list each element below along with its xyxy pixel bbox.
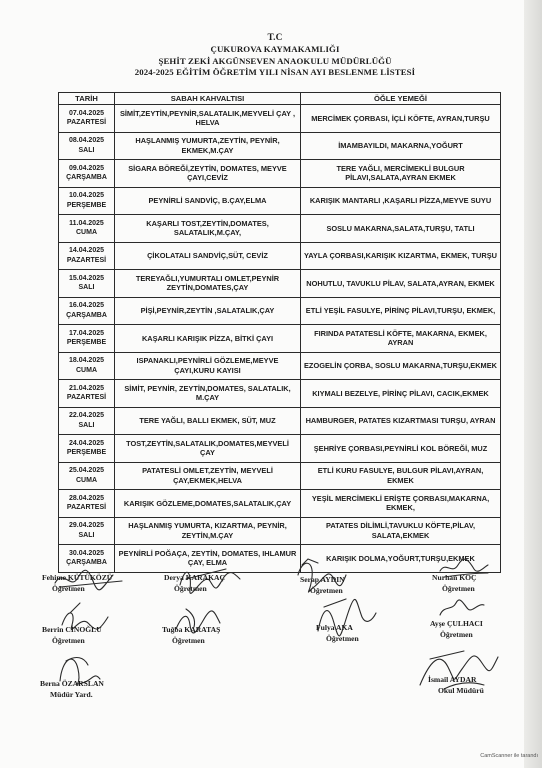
- date-cell: [59, 297, 115, 325]
- breakfast-cell: TERE YAĞLI, BALLI EKMEK, SÜT, MUZ: [115, 407, 301, 435]
- signatory-name: Fulya AKA: [316, 623, 353, 632]
- meal-date: 08.04.2025: [68, 137, 105, 145]
- meal-row: [59, 215, 501, 243]
- meal-day: SALI: [78, 284, 95, 292]
- meal-date: 28.04.2025: [68, 494, 105, 502]
- lunch-cell: TERE YAĞLI, MERCİMEKLİ BULGUR PİLAVI,SALATA,AYRAN EKMEK: [301, 160, 501, 188]
- meal-date: 18.04.2025: [68, 357, 105, 365]
- breakfast-cell: HAŞLANMIŞ YUMURTA, KIZARTMA, PEYNİR, ZEYTİN,M.ÇAY: [115, 517, 301, 545]
- signatory-name: İsmail AYDAR: [428, 675, 477, 684]
- meal-day: PAZARTESİ: [66, 119, 107, 127]
- breakfast-cell: SİGARA BÖREĞİ,ZEYTİN, DOMATES, MEYVE ÇAYI,CEVİZ: [115, 160, 301, 188]
- meal-day: SALI: [78, 421, 95, 429]
- meal-row: [59, 380, 501, 408]
- lunch-cell: ETLİ YEŞİL FASULYE, PİRİNÇ PİLAVI,TURŞU, EKMEK,: [301, 297, 501, 325]
- column-header-date: TARİH: [59, 93, 115, 105]
- meal-day: CUMA: [76, 229, 97, 237]
- meal-date: 16.04.2025: [68, 302, 105, 310]
- date-cell: [59, 270, 115, 298]
- date-cell: [59, 187, 115, 215]
- date-cell: [59, 435, 115, 463]
- signatory-title: Müdür Yard.: [50, 690, 93, 699]
- date-cell: [59, 132, 115, 160]
- date-cell: [59, 517, 115, 545]
- meal-row: [59, 517, 501, 545]
- meal-day: ÇARŞAMBA: [66, 559, 107, 567]
- signature-block: [428, 674, 484, 696]
- signature-scribble: [440, 600, 484, 615]
- lunch-cell: NOHUTLU, TAVUKLU PİLAV, SALATA,AYRAN, EKMEK: [301, 270, 501, 298]
- date-cell: [59, 325, 115, 353]
- date-cell: [59, 407, 115, 435]
- meal-date: 29.04.2025: [68, 522, 105, 530]
- meal-day: PERŞEMBE: [66, 339, 107, 347]
- lunch-cell: HAMBURGER, PATATES KIZARTMASI TURŞU, AYRAN: [301, 407, 501, 435]
- meal-date: 09.04.2025: [68, 164, 105, 172]
- breakfast-cell: ÇİKOLATALI SANDVİÇ,SÜT, CEVİZ: [115, 242, 301, 270]
- breakfast-cell: KARIŞIK GÖZLEME,DOMATES,SALATALIK,ÇAY: [115, 490, 301, 518]
- signatory-title: Öğretmen: [440, 630, 473, 639]
- meal-date: 22.04.2025: [68, 412, 105, 420]
- signature-block: [42, 624, 102, 646]
- meal-row: [59, 490, 501, 518]
- signature-block: [164, 572, 225, 594]
- signatory-title: Öğretmen: [310, 586, 343, 595]
- meal-day: CUMA: [76, 366, 97, 374]
- lunch-cell: MERCİMEK ÇORBASI, İÇLİ KÖFTE, AYRAN,TURŞU: [301, 105, 501, 133]
- breakfast-cell: KAŞARLI KARIŞIK PİZZA, BİTKİ ÇAYI: [115, 325, 301, 353]
- meal-date: 15.04.2025: [68, 274, 105, 282]
- lunch-cell: KARIŞIK MANTARLI ,KAŞARLI PİZZA,MEYVE SUYU: [301, 187, 501, 215]
- signature-block: [432, 572, 477, 594]
- header-line-state: T.C: [267, 33, 283, 43]
- date-cell: [59, 105, 115, 133]
- meal-row: [59, 435, 501, 463]
- meal-row: [59, 407, 501, 435]
- lunch-cell: YEŞİL MERCİMEKLİ ERİŞTE ÇORBASI,MAKARNA, EKMEK,: [301, 490, 501, 518]
- date-cell: [59, 160, 115, 188]
- lunch-cell: SOSLU MAKARNA,SALATA,TURŞU, TATLI: [301, 215, 501, 243]
- signatory-title: Öğretmen: [52, 584, 85, 593]
- lunch-cell: YAYLA ÇORBASI,KARIŞIK KIZARTMA, EKMEK, TURŞU: [301, 242, 501, 270]
- signatory-name: Nurhan KOÇ: [432, 573, 477, 582]
- meal-date: 07.04.2025: [68, 109, 105, 117]
- breakfast-cell: PEYNİRLİ POĞAÇA, ZEYTİN, DOMATES, IHLAMUR ÇAY, ELMA: [115, 545, 301, 573]
- lunch-cell: PATATES DİLİMLİ,TAVUKLU KÖFTE,PİLAV, SALATA,EKMEK: [301, 517, 501, 545]
- breakfast-cell: TEREYAĞLI,YUMURTALI OMLET,PEYNİR ZEYTİN,DOMATES,ÇAY: [115, 270, 301, 298]
- meal-row: [59, 132, 501, 160]
- lunch-cell: ETLİ KURU FASULYE, BULGUR PİLAVI,AYRAN, EKMEK: [301, 462, 501, 490]
- meal-date: 24.04.2025: [68, 439, 105, 447]
- meal-row: [59, 242, 501, 270]
- breakfast-cell: TOST,ZEYTİN,SALATALIK,DOMATES,MEYVELİ ÇAY: [115, 435, 301, 463]
- breakfast-cell: SİMİT,ZEYTİN,PEYNİR,SALATALIK,MEYVELİ ÇAY , HELVA: [115, 105, 301, 133]
- signatory-name: Serap AYDIN: [300, 575, 345, 584]
- lunch-cell: EZOGELİN ÇORBA, SOSLU MAKARNA,TURŞU,EKMEK: [301, 352, 501, 380]
- meal-day: PAZARTESİ: [66, 504, 107, 512]
- signature-block: [300, 574, 345, 596]
- meal-day: PERŞEMBE: [66, 449, 107, 457]
- meal-day: PAZARTESİ: [66, 394, 107, 402]
- meal-day: SALI: [78, 531, 95, 539]
- date-cell: [59, 352, 115, 380]
- column-header-breakfast: SABAH KAHVALTISI: [115, 93, 301, 105]
- lunch-cell: ŞEHRİYE ÇORBASI,PEYNİRLİ KOL BÖREĞİ, MUZ: [301, 435, 501, 463]
- lunch-cell: FIRINDA PATATESLİ KÖFTE, MAKARNA, EKMEK, AYRAN: [301, 325, 501, 353]
- date-cell: [59, 242, 115, 270]
- signatory-title: Öğretmen: [172, 636, 205, 645]
- scanner-watermark: CamScanner ile tarandı: [480, 753, 538, 759]
- meal-row: [59, 297, 501, 325]
- breakfast-cell: PİŞİ,PEYNİR,ZEYTİN ,SALATALIK,ÇAY: [115, 297, 301, 325]
- meal-date: 21.04.2025: [68, 384, 105, 392]
- lunch-cell: KIYMALI BEZELYE, PİRİNÇ PİLAVI, CACIK,EKMEK: [301, 380, 501, 408]
- meal-row: [59, 325, 501, 353]
- signatory-name: Berna ÖZARSLAN: [40, 679, 104, 688]
- meal-day: PAZARTESİ: [66, 256, 107, 264]
- breakfast-cell: ISPANAKLI,PEYNİRLİ GÖZLEME,MEYVE ÇAYI,KURU KAYISI: [115, 352, 301, 380]
- meal-row: [59, 187, 501, 215]
- signature-block: [40, 678, 104, 700]
- meal-date: 11.04.2025: [69, 219, 104, 227]
- signature-block: [316, 622, 359, 644]
- meal-row: [59, 462, 501, 490]
- breakfast-cell: HAŞLANMIŞ YUMURTA,ZEYTİN, PEYNİR, EKMEK,M.ÇAY: [115, 132, 301, 160]
- date-cell: [59, 380, 115, 408]
- meal-date: 25.04.2025: [68, 467, 105, 475]
- lunch-cell: İMAMBAYILDI, MAKARNA,YOĞURT: [301, 132, 501, 160]
- meal-day: ÇARŞAMBA: [66, 311, 107, 319]
- header-line-district: ÇUKUROVA KAYMAKAMLIĞI: [210, 44, 340, 55]
- scan-edge: [524, 0, 542, 768]
- signatory-title: Öğretmen: [442, 584, 475, 593]
- date-cell: [59, 490, 115, 518]
- signatory-title: Öğretmen: [326, 634, 359, 643]
- breakfast-cell: KAŞARLI TOST,ZEYTİN,DOMATES, SALATALIK,M.ÇAY,: [115, 215, 301, 243]
- meal-date: 17.04.2025: [68, 329, 105, 337]
- signatory-name: Berrin CİNOĞLU: [42, 625, 102, 634]
- signatory-title: Öğretmen: [52, 636, 85, 645]
- meal-day: CUMA: [76, 476, 97, 484]
- meal-table-header-row: [59, 93, 501, 105]
- date-cell: [59, 215, 115, 243]
- signatory-name: Derya KARAKAÇ: [164, 573, 225, 582]
- meal-date: 10.04.2025: [68, 192, 105, 200]
- date-cell: [59, 462, 115, 490]
- breakfast-cell: SİMİT, PEYNİR, ZEYTİN,DOMATES, SALATALIK, M.ÇAY: [115, 380, 301, 408]
- header-line-school: ŞEHİT ZEKİ AKGÜNSEVEN ANAOKULU MÜDÜRLÜĞÜ: [158, 55, 392, 66]
- signatory-name: Fehime KÜTÜKÖZÜ: [42, 573, 113, 582]
- signatory-name: Ayşe ÇULHACI: [430, 619, 483, 628]
- header-line-title: 2024-2025 EĞİTİM ÖĞRETİM YILI NİSAN AYI BESLENME LİSTESİ: [134, 67, 416, 78]
- meal-day: ÇARŞAMBA: [66, 174, 107, 182]
- meal-day: SALI: [78, 146, 95, 154]
- meal-date: 14.04.2025: [68, 247, 105, 255]
- meal-table: [58, 92, 501, 573]
- breakfast-cell: PEYNİRLİ SANDVİÇ, B.ÇAY,ELMA: [115, 187, 301, 215]
- column-header-lunch: ÖĞLE YEMEĞİ: [301, 93, 501, 105]
- signatory-title: Öğretmen: [174, 584, 207, 593]
- signatory-name: Tuğba KARATAŞ: [162, 625, 221, 634]
- signature-block: [42, 572, 112, 594]
- lunch-cell: KARIŞIK DOLMA,YOĞURT,TURŞU,EKMEK: [301, 545, 501, 573]
- meal-row: [59, 352, 501, 380]
- signatory-title: Okul Müdürü: [438, 686, 484, 695]
- meal-date: 30.04.2025: [68, 549, 105, 557]
- meal-row: [59, 270, 501, 298]
- breakfast-cell: PATATESLİ OMLET,ZEYTİN, MEYVELİ ÇAY,EKMEK,HELVA: [115, 462, 301, 490]
- signature-block: [430, 618, 483, 640]
- meal-day: PERŞEMBE: [66, 201, 107, 209]
- meal-row: [59, 105, 501, 133]
- meal-row: [59, 160, 501, 188]
- document-header: [40, 33, 510, 79]
- signature-block: [162, 624, 220, 646]
- meal-table-body: [59, 105, 501, 573]
